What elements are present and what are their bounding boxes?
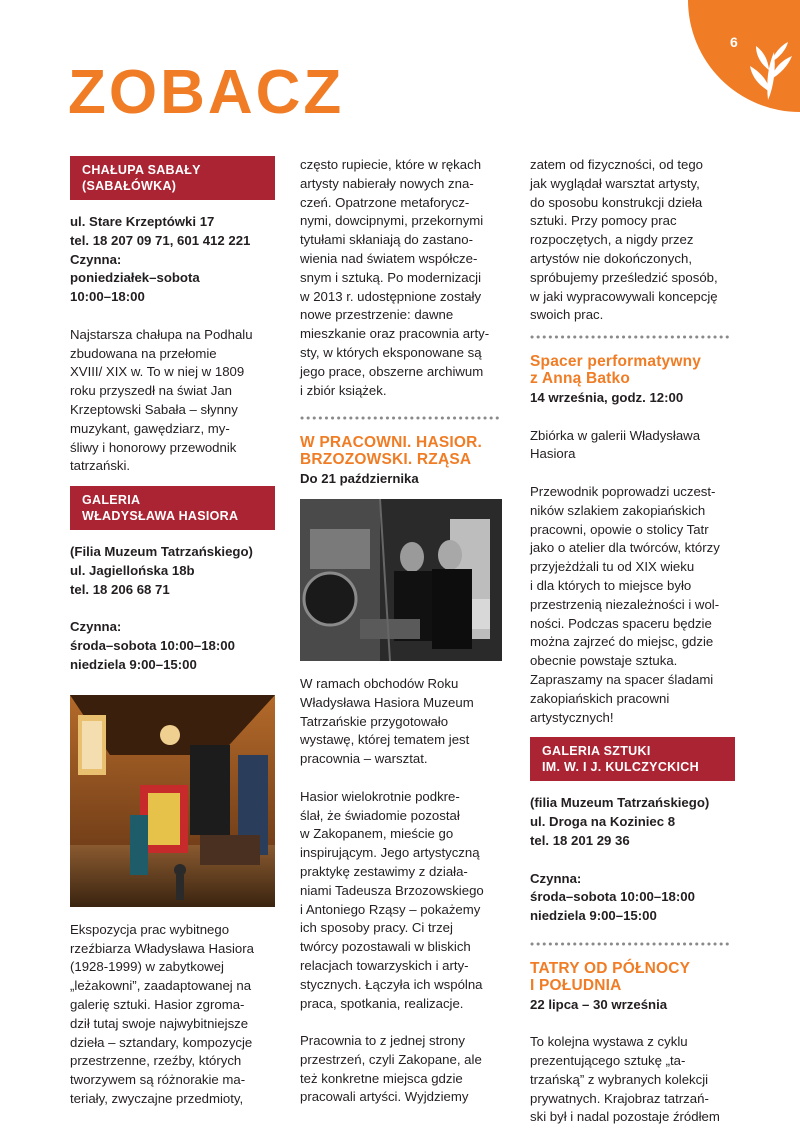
text-line: zakopiańskich pracowni [530, 690, 670, 706]
text-line: nymi, dowcipnymi, przekornymi [300, 213, 484, 229]
text-line: w jaki wypracowywali koncepcję [530, 288, 718, 304]
text-line: przestrzeń, czyli Zakopane, ale [300, 1051, 482, 1067]
exhibit-date: Do 21 października [300, 471, 419, 487]
hasior-info [70, 543, 275, 675]
text-line: Najstarsza chałupa na Podhalu [70, 326, 253, 342]
text-line: często rupiecie, które w rękach [300, 157, 482, 172]
column-1 [70, 156, 275, 1109]
heading-line: WŁADYSŁAWA HASIORA [82, 509, 239, 524]
dotted-divider [300, 414, 505, 422]
text-line: też konkretne miejsca gdzie [300, 1070, 463, 1086]
text-line: śliwy i honorowy przewodnik [70, 439, 237, 455]
hasior-body-continued [300, 156, 505, 400]
spacer-p2 [530, 483, 735, 727]
studio-photo [300, 499, 502, 661]
text-line: mieszkanie oraz pracownia arty- [300, 326, 490, 342]
text-line: Pracownia to z jednej strony [300, 1033, 465, 1049]
info-line: 10:00–18:00 [70, 289, 145, 305]
exhibit-p1 [300, 675, 505, 769]
text-line: jako o atelier dla twórców, którzy [530, 540, 720, 556]
heading-line: GALERIA SZTUKI [542, 744, 651, 759]
info-line: niedziela 9:00–15:00 [530, 908, 657, 924]
heading-line: GALERIA [82, 493, 141, 508]
tatry-heading [530, 960, 735, 994]
text-line: Krzeptowski Sabała – słynny [70, 401, 238, 417]
text-line: prywatnych. Krajobraz tatrzań- [530, 1090, 709, 1106]
info-line: niedziela 9:00–15:00 [70, 656, 197, 672]
text-line: sztuki. Przy pomocy prac [530, 213, 677, 229]
text-line: XVIII/ XIX w. To w niej w 1809 [70, 364, 245, 380]
info-line: tel. 18 201 29 36 [530, 832, 630, 848]
sabala-info [70, 213, 275, 307]
text-line: czeń. Opatrzone metaforycz- [300, 194, 470, 210]
text-line: relacjach towarzyskich i arty- [300, 957, 469, 973]
heading-line: CHAŁUPA SABAŁY [82, 163, 201, 177]
text-line: przyjeżdżali tu od XIX wieku [530, 559, 695, 575]
text-line: ślał, że świadomie pozostał [300, 807, 460, 823]
text-line: roku przyszedł na świat Jan [70, 383, 232, 399]
dotted-divider [530, 333, 735, 341]
text-line: tytułami skłaniają do zastano- [300, 232, 473, 248]
sabala-body [70, 326, 275, 476]
text-line: w Zakopanem, mieście go [300, 826, 454, 842]
text-line: muzykant, gawędziarz, my- [70, 420, 230, 436]
text-line: spróbujemy prześledzić sposób, [530, 269, 718, 285]
exhibit-p2 [300, 788, 505, 1014]
text-line: Hasiora [530, 446, 576, 462]
text-line: Ekspozycja prac wybitnego [70, 921, 230, 937]
spacer-heading [530, 353, 735, 387]
heading-line: Spacer performatywny [530, 352, 702, 370]
text-line: dził tutaj swoje najwybitniejsze [70, 1015, 249, 1031]
text-line: Tatrzańskie przygotowało [300, 713, 449, 729]
info-line: środa–sobota 10:00–18:00 [530, 889, 695, 905]
kulczycki-info [530, 794, 735, 926]
text-line: ski był i nadal pozostaje źródłem [530, 1109, 720, 1125]
spacer-p1 [530, 427, 735, 465]
text-line: pracowali artyści. Wyjdziemy [300, 1089, 469, 1105]
info-line: środa–sobota 10:00–18:00 [70, 638, 235, 654]
text-line: jego prace, obszerne archiwum [300, 363, 484, 379]
text-line: w 2013 r. udostępnione zostały [300, 288, 482, 304]
info-line: tel. 18 206 68 71 [70, 581, 170, 597]
info-line: Czynna: [70, 251, 122, 267]
text-line: artystycznych! [530, 709, 614, 725]
info-line: Czynna: [530, 870, 582, 886]
text-line: tatrzański. [70, 458, 131, 474]
text-line: galerię sztuki. Hasior zgroma- [70, 996, 245, 1012]
text-line: i dla których to miejsce było [530, 577, 692, 593]
tatry-date: 22 lipca – 30 września [530, 996, 668, 1012]
text-line: artysty nabierały nowych zna- [300, 175, 474, 191]
text-line: ności. Podczas spaceru będzie [530, 615, 712, 631]
text-line: ników szlakiem zakopiańskich [530, 502, 706, 518]
exhibit-p3 [300, 1032, 505, 1107]
text-line: stycznych. Łączyła ich wspólna [300, 976, 483, 992]
column-2 [300, 156, 505, 1107]
text-line: Władysława Hasiora Muzeum [300, 694, 474, 710]
gallery-interior-photo [70, 695, 275, 907]
text-line: pracowni, opowie o stolicy Tatr [530, 521, 709, 537]
heading-line: (SABAŁÓWKA) [82, 179, 177, 193]
text-line: i Antoniego Rząsy – pokażemy [300, 901, 481, 917]
text-line: Przewodnik poprowadzi uczest- [530, 483, 716, 499]
info-line: tel. 18 207 09 71, 601 412 221 [70, 232, 251, 248]
info-line: ul. Stare Krzeptówki 17 [70, 214, 215, 229]
dotted-divider [530, 940, 735, 948]
text-line: snym i sztuką. Po modernizacji [300, 269, 482, 285]
info-line: Czynna: [70, 619, 122, 635]
info-line: poniedziałek–sobota [70, 270, 200, 286]
heading-line: TATRY OD PÓŁNOCY [530, 959, 691, 977]
text-line: praktykę zestawimy z działa- [300, 863, 468, 879]
text-line: tworzywem są różnorakie ma- [70, 1072, 246, 1088]
text-line: rzeźbiarza Władysława Hasiora [70, 940, 254, 956]
info-line: ul. Droga na Koziniec 8 [530, 814, 676, 830]
text-line: do sposobu konstrukcji dzieła [530, 194, 703, 210]
text-line: zbudowana na przełomie [70, 345, 217, 361]
heading-line: BRZOZOWSKI. RZĄSA [300, 451, 472, 469]
text-line: „leżakowni”, zaadaptowanej na [70, 978, 252, 994]
text-line: rozpoczętych, a nigdy przez [530, 232, 694, 248]
section-heading-kulczycki [530, 737, 735, 781]
text-line: Hasior wielokrotnie podkre- [300, 788, 460, 804]
heading-line: IM. W. I J. KULCZYCKICH [542, 760, 699, 775]
text-line: dzieła – sztandary, kompozycje [70, 1034, 253, 1050]
info-line: ul. Jagiellońska 18b [70, 562, 195, 578]
text-line: Zbiórka w galerii Władysława [530, 427, 701, 443]
spacer-date: 14 września, godz. 12:00 [530, 389, 684, 405]
text-line: pracownia – warsztat. [300, 751, 428, 767]
text-line: twórcy pozostawali w bliskich [300, 939, 471, 955]
exhibit-heading [300, 434, 505, 468]
text-line: niami Tadeusza Brzozowskiego [300, 882, 484, 898]
text-line: artystów nie dokończonych, [530, 250, 692, 266]
text-line: swoich prac. [530, 307, 604, 323]
text-line: i zbiór książek. [300, 382, 387, 398]
text-line: ich sposoby pracy. Ci trzej [300, 920, 453, 936]
text-line: (1928-1999) w zabytkowej [70, 959, 224, 975]
page-title: ZOBACZ [68, 58, 345, 127]
text-line: prezentującego sztukę „ta- [530, 1053, 686, 1069]
section-heading-sabala [70, 156, 275, 200]
hasior-body [70, 921, 275, 1109]
text-line: wienia nad światem współcze- [300, 250, 478, 266]
page-number: 6 [730, 34, 738, 50]
column-3 [530, 156, 735, 1127]
text-line: Zapraszamy na spacer śladami [530, 671, 714, 687]
exhibit-continued [530, 156, 735, 325]
text-line: trzańską” z wybranych kolekcji [530, 1071, 709, 1087]
corner-wheat-badge [682, 0, 800, 118]
heading-line: I POŁUDNIA [530, 976, 622, 994]
text-line: wystawę, której tematem jest [300, 732, 470, 748]
text-line: praca, spotkania, realizacje. [300, 995, 464, 1011]
info-line: (Filia Muzeum Tatrzańskiego) [70, 544, 253, 560]
text-line: zatem od fizyczności, od tego [530, 157, 703, 172]
text-line: W ramach obchodów Roku [300, 675, 459, 691]
text-line: obecnie powstaje sztuka. [530, 653, 678, 669]
text-line: inspirującym. Jego artystyczną [300, 845, 480, 861]
heading-line: z Anną Batko [530, 369, 631, 387]
text-line: To kolejna wystawa z cyklu [530, 1034, 688, 1050]
text-line: nowe przestrzenie: dawne [300, 307, 454, 323]
text-line: jak wyglądał warsztat artysty, [530, 175, 700, 191]
text-line: przestrzenne, rzeźby, których [70, 1053, 242, 1069]
text-line: można zajrzeć do miejsc, gdzie [530, 634, 714, 650]
heading-line: W PRACOWNI. HASIOR. [300, 434, 483, 452]
tatry-body [530, 1033, 735, 1127]
section-heading-hasior [70, 486, 275, 530]
text-line: sty, w których eksponowane są [300, 344, 482, 360]
text-line: teriały, zwyczajne przedmioty, [70, 1090, 244, 1106]
text-line: przestrzenią niezależności i wol- [530, 596, 720, 612]
info-line: (filia Muzeum Tatrzańskiego) [530, 795, 710, 811]
